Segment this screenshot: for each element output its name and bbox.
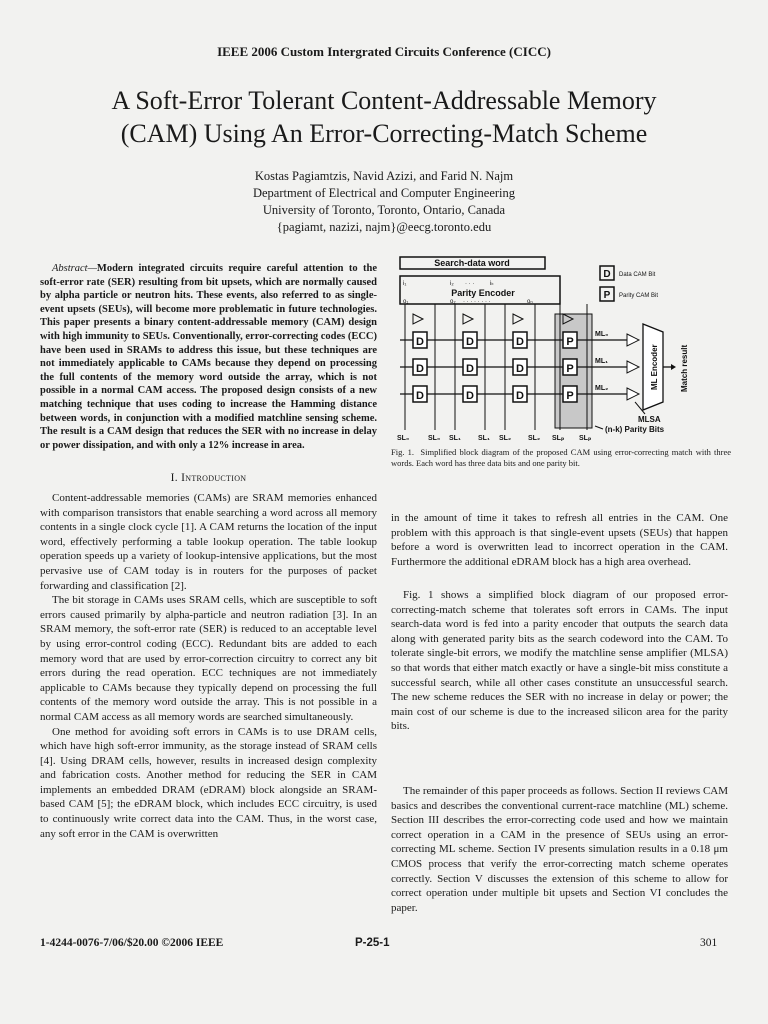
legend-p-box: P: [603, 290, 611, 301]
title-line-1: A Soft-Error Tolerant Content-Addressable Memory: [111, 86, 657, 115]
fig-encoder-label: Parity Encoder: [451, 288, 515, 298]
abstract: [40, 262, 377, 452]
right-text-p1: in the amount of time it takes to refresh all entries in the CAM. One problem with this approach is that single-event upsets (SEUs) that happen before a word is overwritten lead to incorrect operation in the CAM. Furthermore the additional eDRAM block has a high area overhead.: [391, 512, 728, 568]
right-paragraph-3: [391, 784, 728, 915]
figure-1-block-diagram: [395, 252, 735, 442]
cell-d-1-1: D: [466, 363, 474, 375]
fig-sl1b: SL₁: [478, 435, 490, 442]
author-names: Kostas Pagiamtzis, Navid Azizi, and Farid N. Najm: [254, 169, 514, 183]
intro-paragraph-2: The bit storage in CAMs uses SRAM cells, which are susceptible to soft errors caused primarily by alpha-particle and neutron radiation [3]. In an SRAM memory, the soft-error rate (SER) is reduced to an acceptable level by using error-control coding (ECC). Redundant bits are added to each memory word that are used by error-correction circuitry to correct any bit errors during the read operation. ECC techniques are not immediately applicable to CAMs because they typically depend on processing the full contents of the memory word outside the array. This is not possible in a normal CAM access as all memory words are searched simultaneously.: [40, 594, 377, 723]
fig-ml0: ML₀: [595, 331, 609, 338]
author-university: University of Toronto, Toronto, Ontario, Canada: [262, 203, 506, 217]
author-block: [0, 168, 768, 236]
fig-mlsa: MLSA: [638, 415, 661, 424]
fig-dots-bottom: · · · · · · · ·: [463, 299, 491, 305]
title-line-2: (CAM) Using An Error-Correcting-Match Scheme: [120, 119, 648, 148]
fig-i1: i₁: [403, 281, 407, 287]
author-department: Department of Electrical and Computer Engineering: [252, 186, 516, 200]
legend-parity-bit: Parity CAM Bit: [619, 293, 659, 299]
cell-p-1: P: [566, 363, 574, 375]
legend-d-box: D: [603, 269, 611, 280]
cell-d-0-0: D: [416, 336, 424, 348]
intro-paragraph-1: Content-addressable memories (CAMs) are SRAM memories enhanced with comparison transistors that enable searching a word across all memory contents in a single clock cycle [1]. A CAM returns the location of the input word, effectively performing a table lookup operation. The table lookup operation speeds up a variety of lookup-intensive applications, but the most pervasive use of CAM today is in routers for the purposes of packet forwarding and classification [2].: [40, 492, 377, 592]
fig-o1: o₁: [403, 299, 409, 305]
introduction-text: [40, 491, 377, 841]
author-email: {pagiamt, nazizi, najm}@eecg.toronto.edu: [276, 220, 492, 234]
fig-parity-bits: (n-k) Parity Bits: [605, 425, 665, 434]
fig-sl0b: SL₀: [428, 435, 441, 442]
fig-sl2: SL₂: [499, 435, 512, 442]
fig-ik: iₖ: [490, 281, 494, 287]
cell-p-2: P: [566, 390, 574, 402]
right-text-p3: The remainder of this paper proceeds as follows. Section II reviews CAM basics and describes the conventional current-race matchline (ML) scheme. Section III describes the error-correcting code used and how we maintain correct operation in a CAM in the presence of SEUs using an error-correcting ML scheme. Section IV presents simulation results in a 0.18 μm CMOS process that verify the error-correcting match scheme operates correctly. Section V discusses the extension of this scheme to allow for correct operation under multiple bit upsets and Section VI concludes the paper.: [391, 785, 729, 914]
caption-label: Fig. 1.: [391, 447, 415, 457]
fig-search-data-label: Search-data word: [434, 258, 510, 268]
fig-sl0: SL₀: [397, 435, 410, 442]
fig-sl1: SL₁: [449, 435, 461, 442]
right-text-p2: Fig. 1 shows a simplified block diagram of our proposed error-correcting-match scheme that tolerates soft errors in CAMs. The input search-data word is fed into a parity encoder that outputs the search data along with generated parity bits as the search codeword into the CAM. To tolerate single-bit errors, we modify the matchline sense amplifier (MLSA) so that words that either match exactly or have a single-bit miss constitute a successful search, while all other cases constitute an unsuccessful search. The new scheme reduces the SER with no increase in delay or power; the main cost of our scheme is due to the increased silicon area for the parity bits.: [391, 589, 728, 733]
legend-data-bit: Data CAM Bit: [619, 272, 656, 278]
cell-d-2-2: D: [516, 390, 524, 402]
fig-ml1: ML₁: [595, 358, 609, 365]
footer-isbn: 1-4244-0076-7/06/$20.00 ©2006 IEEE: [40, 937, 224, 949]
conference-header: IEEE 2006 Custom Intergrated Circuits Conference (CICC): [217, 44, 551, 59]
fig-o2: o₂: [450, 299, 456, 305]
abstract-lead: Abstract—: [52, 263, 97, 274]
section-heading-introduction: [40, 472, 377, 484]
cell-d-1-0: D: [416, 363, 424, 375]
cell-d-0-1: D: [466, 336, 474, 348]
right-paragraph-2: [391, 588, 728, 734]
fig-dots-top: · · ·: [465, 281, 475, 287]
section-number: I.: [170, 472, 178, 484]
fig-match-result: Match result: [680, 344, 689, 392]
paper-title: [30, 84, 738, 150]
fig-ml-encoder: ML Encoder: [650, 344, 659, 390]
page-number: 301: [700, 937, 718, 949]
fig-sl2b: SL₂: [528, 435, 541, 442]
fig-slp: SLₚ: [552, 435, 565, 442]
right-paragraph-1: [391, 511, 728, 569]
caption-text: Simplified block diagram of the proposed CAM using error-correcting match with three words. Each word has three data bits and one parity bit.: [391, 447, 731, 468]
footer-code: P-25-1: [355, 937, 390, 949]
cell-d-2-1: D: [466, 390, 474, 402]
figure-1-caption: [391, 447, 731, 469]
cell-d-1-2: D: [516, 363, 524, 375]
cell-p-0: P: [566, 336, 574, 348]
fig-ml2: ML₂: [595, 385, 609, 392]
abstract-text: Modern integrated circuits require careful attention to the soft-error rate (SER) resulting from bit upsets, which are normally caused by alpha particle or neutron hits. These events, also referred to as single-event upsets (SEUs), will become more problematic in future technologies. This paper presents a binary content-addressable memory (CAM) design with high immunity to SEUs. Conventionally, error-correcting codes (ECC) have been used in SRAMs to address this issue, but these techniques are not immediately applicable to CAMs because they depend on processing the full contents of the memory word outside the array, which is not possible in a normal CAM access. The proposed design consists of a new matching technique that uses coding to increase the Hamming distance between words, in conjunction with a modified matchline sensing scheme. The result is a CAM design that reduces the SER with no increase in delay or power dissipation, and with only a 12% increase in area.: [40, 263, 377, 451]
cell-d-0-2: D: [516, 336, 524, 348]
fig-on: oₙ: [527, 299, 533, 305]
cell-d-2-0: D: [416, 390, 424, 402]
fig-i2: i₂: [450, 281, 454, 287]
fig-slpb: SLₚ: [579, 435, 592, 442]
section-title: Introduction: [181, 472, 247, 484]
intro-paragraph-3: One method for avoiding soft errors in CAMs is to use DRAM cells, which have high soft-error immunity, as the storage instead of SRAM cells [4]. Using DRAM cells, however, results in increased design complexity and fabrication costs. Another method for reducing the SER in CAM implements an embedded DRAM (eDRAM) block alongside an SRAM-based CAM [5]; the eDRAM block, which includes ECC circuitry, is used to continuously write correct data into the CAM. Thus, in the worst case, any soft error in the CAM is overwritten: [40, 725, 377, 840]
